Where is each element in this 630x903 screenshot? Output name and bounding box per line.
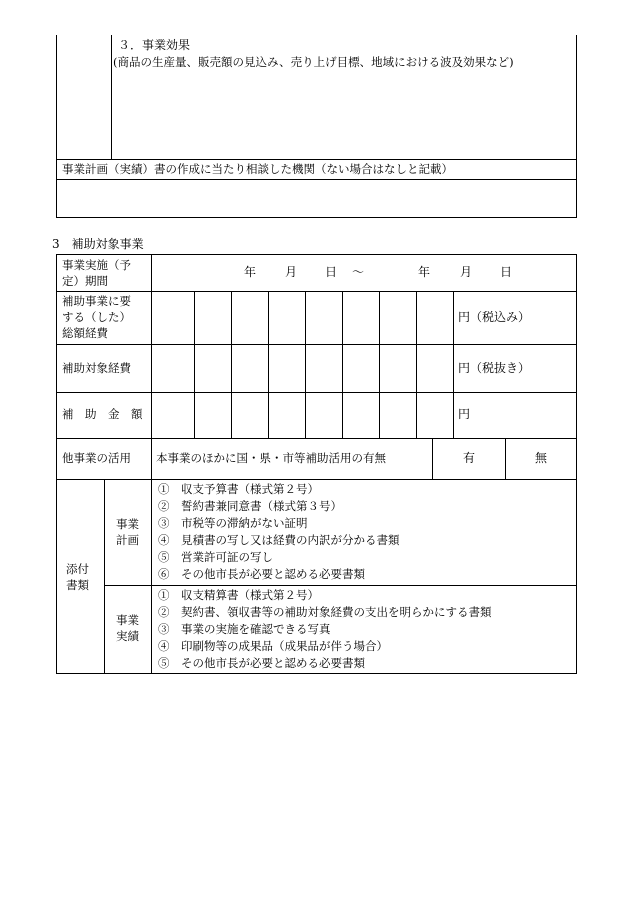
plan-label-2: 計画 [116,533,139,547]
period-tilde: ～ [352,265,365,279]
eligible-cost-unit: 円（税抜き） [458,361,531,375]
consult-value-field[interactable] [58,181,574,215]
plan-item-6: ⑥ その他市長が必要と認める必要書類 [158,567,365,581]
total-cost-label-3: 総額経費 [62,326,108,340]
other-use-label: 他事業の活用 [62,451,131,465]
plan-item-1: ① 収支予算書（様式第２号） [158,482,319,496]
period-label-2: 定）期間 [62,274,108,288]
result-item-1: ① 収支精算書（様式第２号） [158,588,319,602]
attachments-label-1: 添付 [66,562,89,576]
effect-description: (商品の生産量、販売額の見込み、売り上げ目標、地域における波及効果など) [113,55,514,69]
result-item-2: ② 契約書、領収書等の補助対象経費の支出を明らかにする書類 [158,605,492,619]
plan-label-1: 事業 [116,517,139,531]
result-label-2: 実績 [116,629,139,643]
plan-item-5: ⑤ 営業許可証の写し [158,550,273,564]
consult-label: 事業計画（実績）書の作成に当たり相談した機関（ない場合はなしと記載） [62,162,453,176]
other-use-yes[interactable]: 有 [462,451,475,465]
plan-item-4: ④ 見積書の写し又は経費の内訳が分かる書類 [158,533,400,547]
subsidy-label: 補 助 金 額 [62,407,143,421]
period-start-month: 月 [285,265,298,279]
period-label-1: 事業実施（予 [62,258,131,272]
period-end-year: 年 [418,265,431,279]
period-start-year: 年 [244,265,257,279]
plan-item-2: ② 誓約書兼同意書（様式第３号） [158,499,342,513]
result-item-3: ③ 事業の実施を確認できる写真 [158,622,331,636]
effect-heading: ３．事業効果 [118,38,191,52]
result-item-5: ⑤ その他市長が必要と認める必要書類 [158,656,365,670]
period-end-day: 日 [500,265,513,279]
period-start-day: 日 [325,265,338,279]
attachments-label-2: 書類 [66,578,89,592]
total-cost-label-1: 補助事業に要 [62,294,131,308]
section-title: 3 補助対象事業 [52,237,144,251]
eligible-cost-label: 補助対象経費 [62,361,131,375]
other-use-question: 本事業のほかに国・県・市等補助活用の有無 [156,451,386,465]
subsidy-unit: 円 [458,407,471,421]
other-use-no[interactable]: 無 [534,451,547,465]
plan-item-3: ③ 市税等の滞納がない証明 [158,516,308,530]
total-cost-unit: 円（税込み） [458,310,531,324]
result-label-1: 事業 [116,613,139,627]
total-cost-label-2: する（した） [62,310,131,324]
result-item-4: ④ 印刷物等の成果品（成果品が伴う場合） [158,639,388,653]
period-end-month: 月 [460,265,473,279]
